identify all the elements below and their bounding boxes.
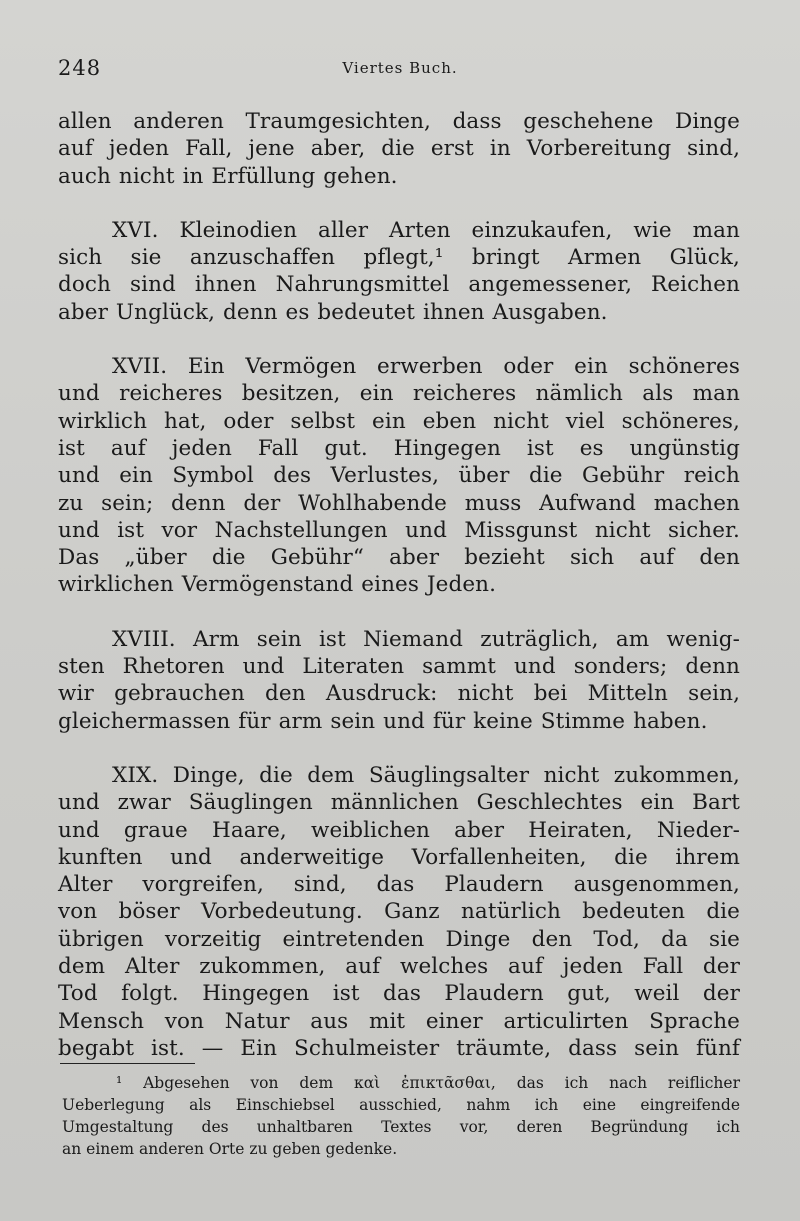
text-line: begabt ist. — Ein Schulmeister träumte, dass sein fünf (58, 1035, 740, 1061)
text-line: auch nicht in Erfüllung gehen. (58, 163, 398, 189)
footnote-line: Ueberlegung als Einschiebsel ausschied, nahm ich eine eingreifende (62, 1096, 740, 1114)
text-line: und ist vor Nachstellungen und Missgunst nicht sicher. (58, 517, 740, 543)
text-line: und zwar Säuglingen männlichen Geschlechtes ein Bart (58, 790, 740, 816)
footnotes (62, 1072, 740, 1160)
text-line: Das „über die Gebühr“ aber bezieht sich auf den (58, 545, 740, 571)
text-line: dem Alter zukommen, auf welches auf jeden Fall der (58, 954, 740, 980)
footnote-line: an einem anderen Orte zu geben gedenke. (62, 1140, 398, 1158)
text-line: und ein Symbol des Verlustes, über die Gebühr reich (58, 463, 740, 489)
running-head: Viertes Buch. (342, 59, 458, 77)
text-line: übrigen vorzeitig eintretenden Dinge den Tod, da sie (58, 926, 740, 952)
text-line: von böser Vorbedeutung. Ganz natürlich bedeuten die (58, 899, 740, 925)
paragraph-xvii-start: XVII. Ein Vermögen erwerben oder ein schöneres (112, 354, 740, 380)
page-header (58, 56, 742, 86)
text-line: und graue Haare, weiblichen aber Heiraten, Nieder- (58, 817, 740, 843)
paragraph-xvi-start: XVI. Kleinodien aller Arten einzukaufen, wie man (112, 217, 740, 243)
text-line: Mensch von Natur aus mit einer articulirten Sprache (58, 1008, 740, 1034)
text-line: Alter vorgreifen, sind, das Plaudern ausgenommen, (58, 872, 740, 898)
text-line: sten Rhetoren und Literaten sammt und sonders; denn (58, 654, 740, 680)
text-line: auf jeden Fall, jene aber, die erst in Vorbereitung sind, (58, 136, 740, 162)
footnote-divider (60, 1063, 195, 1064)
paragraph-xviii-start: XVIII. Arm sein ist Niemand zuträglich, am wenig- (112, 626, 740, 652)
footnote-line: ¹ Abgesehen von dem καὶ ἐπικτᾶσθαι, das ich nach reiflicher (116, 1074, 740, 1092)
text-line: aber Unglück, denn es bedeutet ihnen Ausgaben. (58, 299, 608, 325)
text-line: gleichermassen für arm sein und für keine Stimme haben. (58, 708, 708, 734)
text-line: doch sind ihnen Nahrungsmittel angemessener, Reichen (58, 272, 740, 298)
text-line: Tod folgt. Hingegen ist das Plaudern gut, weil der (58, 981, 740, 1007)
text-line: zu sein; denn der Wohlhabende muss Aufwand machen (58, 490, 740, 516)
footnote-line: Umgestaltung des unhaltbaren Textes vor, deren Begründung ich (62, 1118, 740, 1136)
text-line: ist auf jeden Fall gut. Hingegen ist es ungünstig (58, 435, 740, 461)
text-line: wir gebrauchen den Ausdruck: nicht bei Mitteln sein, (58, 681, 740, 707)
paragraph-xix-start: XIX. Dinge, die dem Säuglingsalter nicht zukommen, (112, 762, 740, 788)
text-line: und reicheres besitzen, ein reicheres nämlich als man (58, 381, 740, 407)
body-text (58, 108, 740, 1062)
text-line: sich sie anzuschaffen pflegt,¹ bringt Armen Glück, (58, 245, 740, 271)
text-line: wirklichen Vermögenstand eines Jeden. (58, 572, 497, 598)
text-line: wirklich hat, oder selbst ein eben nicht viel schöneres, (58, 408, 740, 434)
text-line: allen anderen Traumgesichten, dass geschehene Dinge (58, 109, 740, 134)
page-number: 248 (58, 56, 102, 80)
text-line: kunften und anderweitige Vorfallenheiten, die ihrem (58, 844, 740, 870)
